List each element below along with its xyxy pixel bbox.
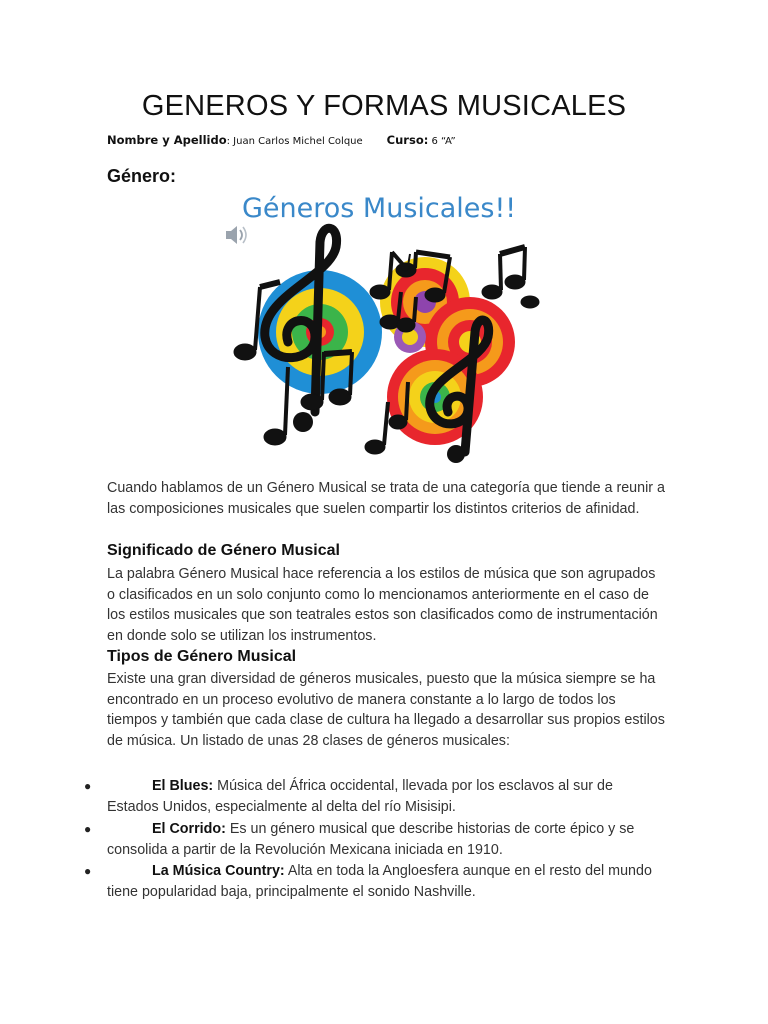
list-item-term: El Corrido: bbox=[152, 821, 226, 837]
music-genres-illustration bbox=[220, 192, 550, 467]
intro-paragraph: Cuando hablamos de un Género Musical se trata de una categoría que tiende a reunir a las composiciones musicales que suelen compartir los distintos criterios de afinidad. bbox=[107, 480, 665, 517]
speaker-icon[interactable] bbox=[224, 224, 250, 246]
student-info bbox=[107, 133, 456, 147]
list-item-text: Música del África occidental, llevada por los esclavos al sur de Estados Unidos, especialmente al delta del río Misisipi. bbox=[107, 778, 613, 815]
list-item bbox=[107, 861, 667, 902]
image-heading: Géneros Musicales!! bbox=[242, 193, 517, 224]
course-label: Curso: bbox=[386, 133, 429, 147]
heading-significado: Significado de Género Musical bbox=[107, 542, 340, 559]
heading-tipos: Tipos de Género Musical bbox=[107, 648, 297, 665]
bullet-dot: ● bbox=[84, 822, 92, 836]
tipos-paragraph: Existe una gran diversidad de géneros musicales, puesto que la música siempre se ha encontrado en un proceso evolutivo de manera constante a lo largo de todos los tiempos y también que cada clase de cultura ha llegado a desarrollar sus propios estilos de música. Un listado de unas 28 clases de géneros musicales: bbox=[107, 671, 665, 749]
bullet-dot: ● bbox=[84, 864, 92, 878]
significado-paragraph: La palabra Género Musical hace referencia a los estilos de música que son agrupados o clasificados en un solo conjunto como lo mencionamos anteriormente en el caso de los estilos musicales que son teatrales estos son clasificados como de instrumentación en donde solo se utilizan los instrumentos. bbox=[107, 566, 658, 644]
list-item-term: La Música Country: bbox=[152, 863, 285, 879]
list-item-text: Es un género musical que describe historias de corte épico y se consolida a partir de la Revolución Mexicana iniciada en 1910. bbox=[107, 821, 635, 858]
list-item bbox=[107, 776, 667, 817]
bullet-dot: ● bbox=[84, 779, 92, 793]
list-item-text: Alta en toda la Angloesfera aunque en el resto del mundo tiene popularidad baja, principalmente el sonido Nashville. bbox=[107, 863, 652, 900]
page-title: GENEROS Y FORMAS MUSICALES bbox=[141, 90, 627, 122]
course-value: 6 “A” bbox=[428, 136, 456, 147]
list-item-term: El Blues: bbox=[152, 778, 214, 794]
section-label-genero: Género: bbox=[107, 166, 177, 186]
name-value: : Juan Carlos Michel Colque bbox=[226, 136, 363, 147]
name-label: Nombre y Apellido bbox=[107, 133, 227, 147]
list-item bbox=[107, 819, 667, 860]
